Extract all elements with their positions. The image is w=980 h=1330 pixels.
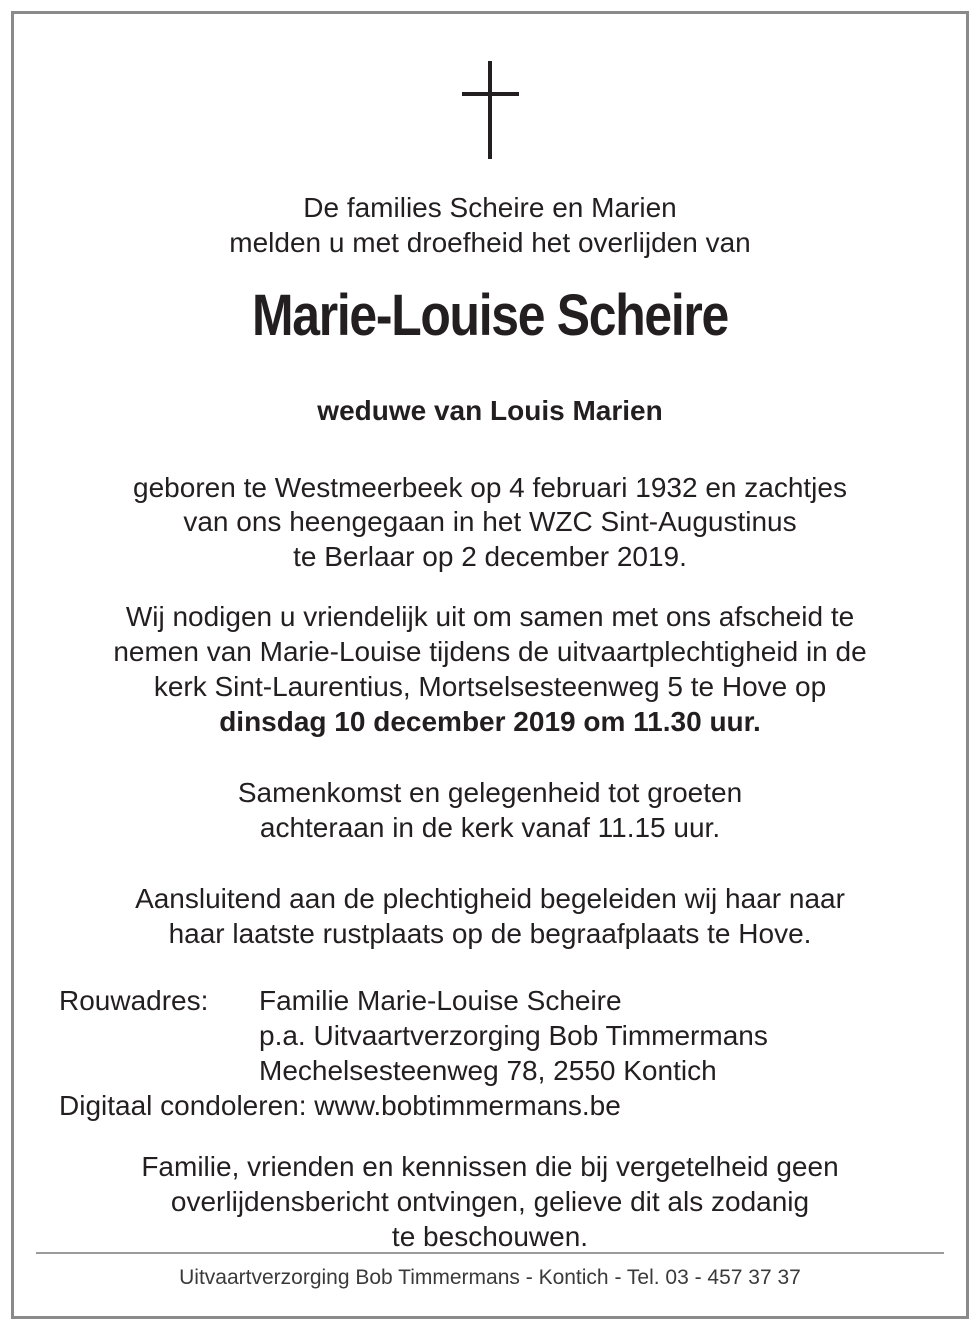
- relation-line: weduwe van Louis Marien: [317, 395, 663, 426]
- address-line-3: Mechelsesteenweg 78, 2550 Kontich: [259, 1055, 717, 1086]
- gathering-line-2: achteraan in de kerk vanaf 11.15 uur.: [259, 812, 721, 843]
- cross-icon: [461, 61, 521, 161]
- intro-line-1: De families Scheire en Marien: [303, 192, 677, 223]
- intro-line-2: melden u met droefheid het overlijden van: [229, 227, 751, 258]
- notice-line-3: te beschouwen.: [391, 1221, 589, 1252]
- footer-text: Uitvaartverzorging Bob Timmermans - Kontich - Tel. 03 - 457 37 37: [179, 1266, 801, 1289]
- notice-line-1: Familie, vrienden en kennissen die bij vergetelheid geen: [141, 1151, 839, 1182]
- address-label: Rouwadres:: [59, 985, 209, 1016]
- address-line-1: Familie Marie-Louise Scheire: [259, 985, 622, 1016]
- birth-line-1: geboren te Westmeerbeek op 4 februari 1932 en zachtjes: [133, 472, 847, 503]
- footer-divider: [36, 1252, 944, 1254]
- invitation-line-1: Wij nodigen u vriendelijk uit om samen met ons afscheid te: [125, 601, 855, 632]
- burial-line-1: Aansluitend aan de plechtigheid begeleiden wij haar naar: [135, 883, 845, 914]
- invitation-line-2: nemen van Marie-Louise tijdens de uitvaartplechtigheid in de: [113, 636, 867, 667]
- invitation-line-3: kerk Sint-Laurentius, Mortselsesteenweg 5 te Hove op: [153, 671, 827, 702]
- birth-line-2: van ons heengegaan in het WZC Sint-Augustinus: [183, 506, 797, 537]
- notice-line-2: overlijdensbericht ontvingen, gelieve dit als zodanig: [170, 1186, 810, 1217]
- condolence-link[interactable]: Digitaal condoleren: www.bobtimmermans.be: [59, 1090, 621, 1121]
- burial-line-2: haar laatste rustplaats op de begraafplaats te Hove.: [168, 918, 812, 949]
- address-line-2: p.a. Uitvaartverzorging Bob Timmermans: [259, 1020, 768, 1051]
- funeral-datetime: dinsdag 10 december 2019 om 11.30 uur.: [219, 706, 761, 737]
- gathering-line-1: Samenkomst en gelegenheid tot groeten: [237, 777, 743, 808]
- birth-line-3: te Berlaar op 2 december 2019.: [293, 541, 687, 572]
- deceased-name: Marie-Louise Scheire: [252, 283, 728, 348]
